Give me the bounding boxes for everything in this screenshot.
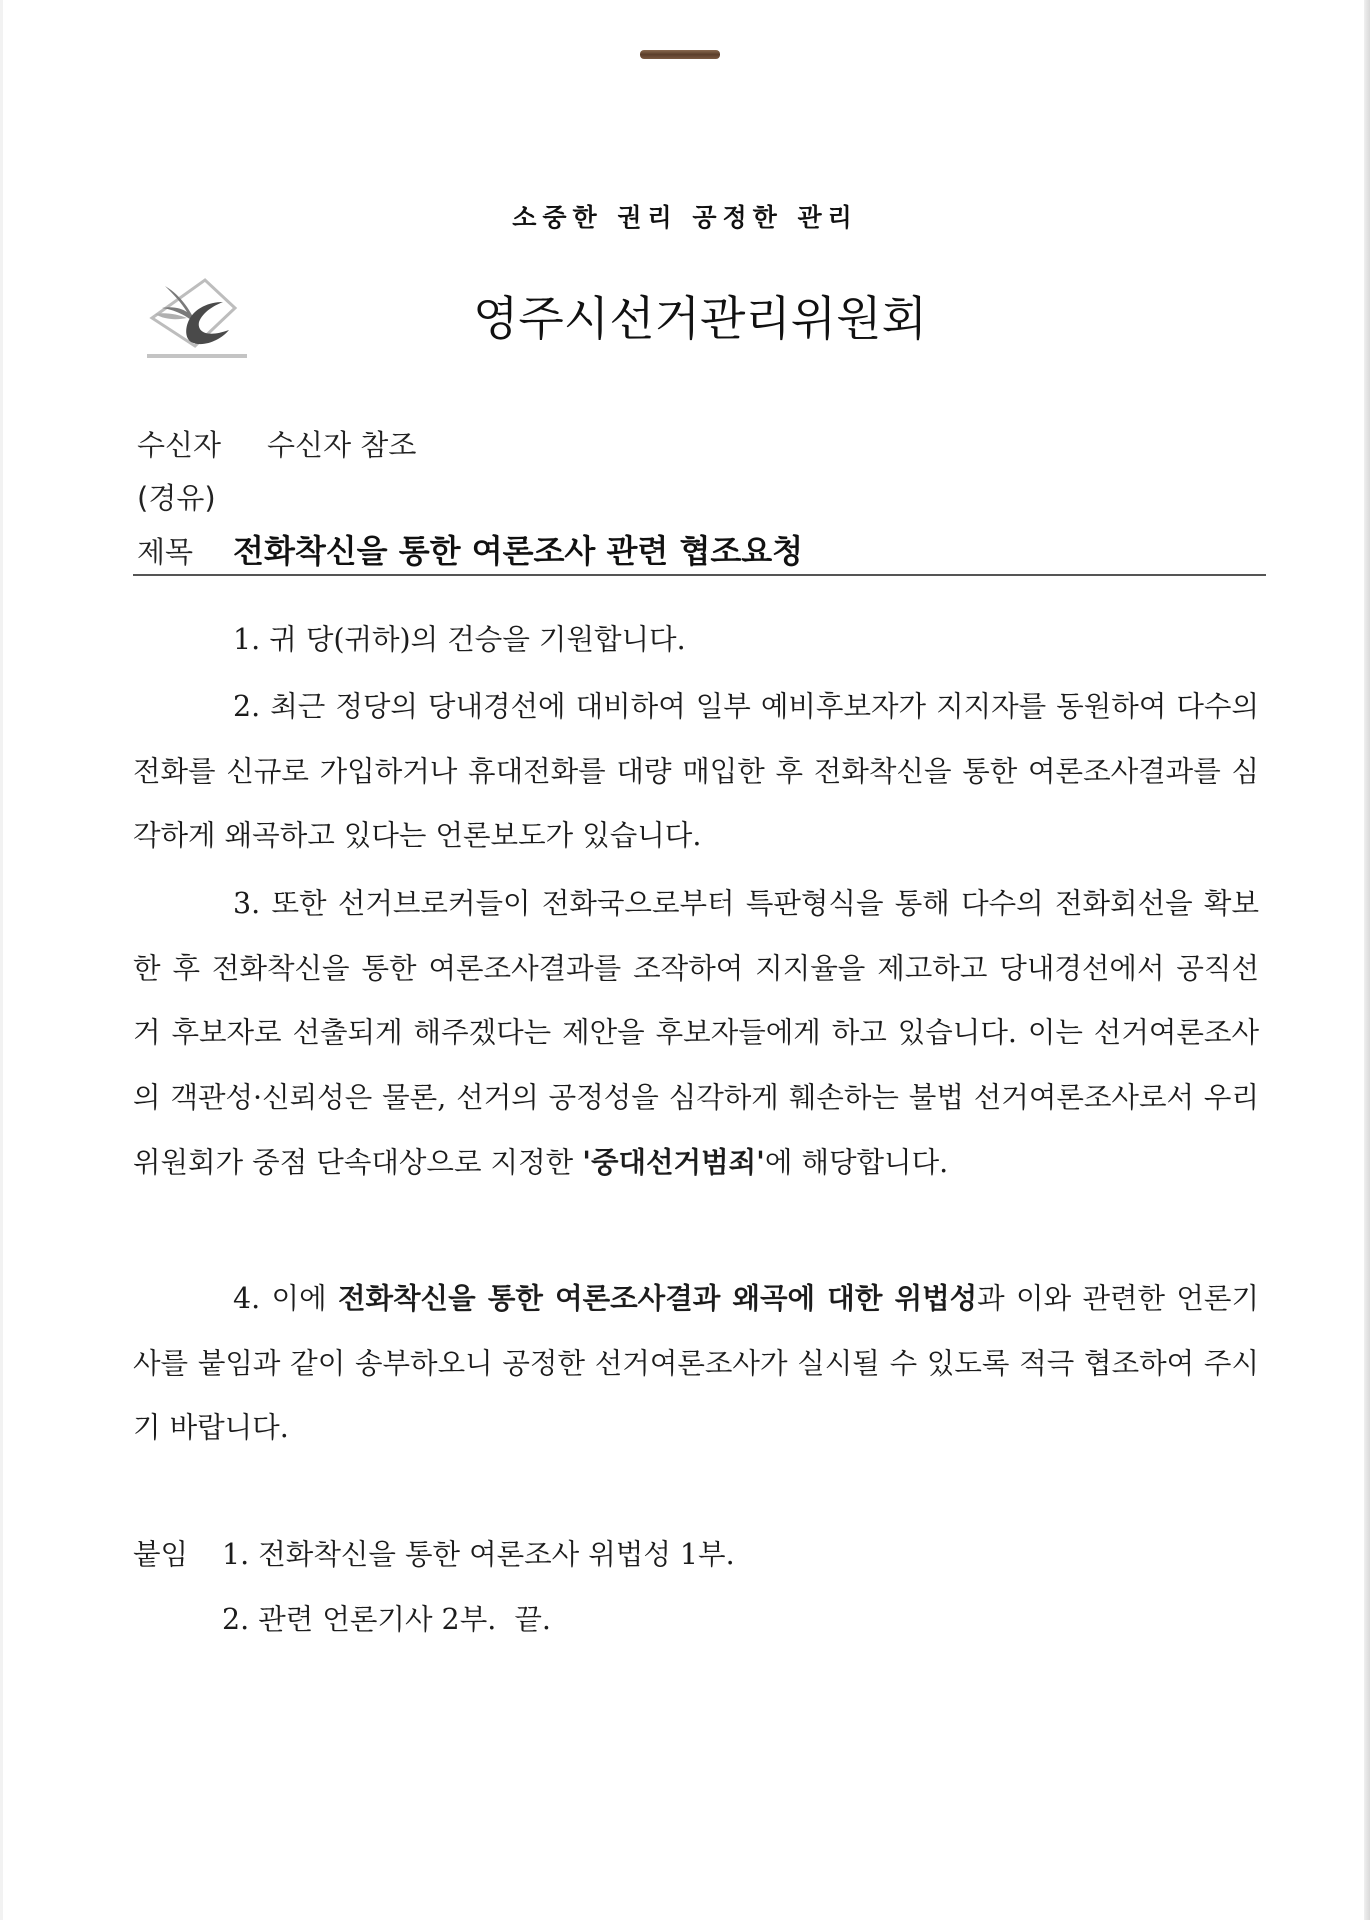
attachment-item-1-text: 1. 전화착신을 통한 여론조사 위법성 1부. — [222, 1538, 735, 1571]
recipient-row — [137, 423, 416, 464]
paragraph-4 — [133, 1266, 1259, 1461]
slogan: 소중한 권리 공정한 관리 — [512, 203, 858, 232]
organization-name: 영주시선거관리위원회 — [472, 292, 928, 347]
paragraph-3-text-end: 에 해당합니다. — [764, 1146, 949, 1179]
attachment-label: 붙임 — [133, 1538, 189, 1571]
recipient-value: 수신자 참조 — [267, 428, 417, 462]
subject-row — [137, 526, 803, 572]
subject-divider — [133, 574, 1266, 576]
attachment-item-2-text: 2. 관련 언론기사 2부. 끝. — [222, 1603, 551, 1636]
subject-value: 전화착신을 통한 여론조사 관련 협조요청 — [233, 532, 804, 570]
paragraph-3 — [133, 872, 1259, 1196]
paragraph-2 — [133, 675, 1259, 869]
subject-label: 제목 — [137, 535, 194, 569]
paragraph-3-emphasis: '중대선거범죄' — [582, 1145, 765, 1179]
attachment-item-1 — [133, 1532, 735, 1573]
recipient-label: 수신자 — [137, 428, 222, 462]
paragraph-2-text: 2. 최근 정당의 당내경선에 대비하여 일부 예비후보자가 지지자를 동원하여 다수의 전화를 신규로 가입하거나 휴대전화를 대량 매입한 후 전화착신을 통한 여론조사결과를 심각하게 왜곡하고 있다는 언론보도가 있습니다. — [133, 690, 1259, 852]
paragraph-1 — [133, 608, 1259, 673]
paragraph-1-text: 1. 귀 당(귀하)의 건승을 기원합니다. — [233, 623, 686, 656]
via-label: (경유) — [137, 481, 216, 515]
attachment-item-2 — [222, 1597, 551, 1638]
paragraph-3-text: 3. 또한 선거브로커들이 전화국으로부터 특판형식을 통해 다수의 전화회선을 확보한 후 전화착신을 통한 여론조사결과를 조작하여 지지율을 제고하고 당내경선에서 공직선거 후보자로 선출되게 해주겠다는 제안을 후보자들에게 하고 있습니다. 이는 선거여론조사의 객관성·신뢰성은 물론, 선거의 공정성을 심각하게 훼손하는 불법 선거여론조사로서 우리위원회가 중점 단속대상으로 지정한 — [133, 887, 1259, 1179]
paragraph-4-text: 4. 이에 — [233, 1282, 338, 1315]
paragraph-4-text-end: 과 이와 관련한 언론기사를 붙임과 같이 송부하오니 공정한 선거여론조사가 실시될 수 있도록 적극 협조하여 주시기 바랍니다. — [133, 1282, 1259, 1444]
staple-mark — [640, 50, 720, 59]
via-row — [137, 476, 216, 517]
paragraph-4-emphasis: 전화착신을 통한 여론조사결과 왜곡에 대한 위법성 — [337, 1281, 978, 1315]
